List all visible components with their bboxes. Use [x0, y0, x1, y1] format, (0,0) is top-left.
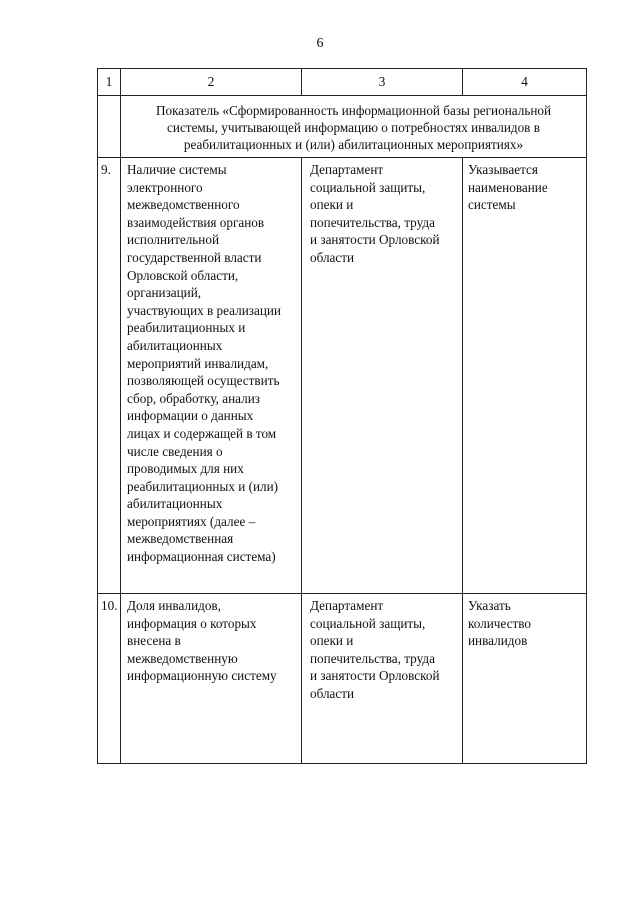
text-line: опеки и — [310, 197, 354, 213]
text-line: проводимых для них — [127, 461, 244, 477]
indicator-name-cell — [121, 158, 302, 594]
text-line: опеки и — [310, 633, 354, 649]
text-line: информационную систему — [127, 668, 277, 684]
header-cell-3: 3 — [302, 69, 463, 96]
text-line: Департамент — [310, 162, 384, 177]
text-line: области — [310, 685, 355, 701]
text-line: мероприятиях (далее – — [127, 513, 256, 529]
table-row — [98, 594, 587, 764]
table-header-row — [98, 69, 587, 96]
indicator-name-cell — [121, 594, 302, 764]
text-line: социальной защиты, — [310, 179, 426, 195]
text-line: Департамент — [310, 598, 384, 613]
text-line: Орловской области, — [127, 267, 239, 283]
text-line: внесена в — [127, 633, 181, 649]
text-line: области — [310, 249, 355, 265]
text-line: попечительства, труда — [310, 650, 435, 666]
text-line: организаций, — [127, 285, 202, 301]
text-line: реабилитационных и — [127, 320, 246, 336]
text-line: позволяющей осуществить — [127, 373, 280, 389]
header-cell-2: 2 — [121, 69, 302, 96]
text-line: и занятости Орловской — [310, 232, 440, 248]
text-line: социальной защиты, — [310, 615, 426, 631]
table-row — [98, 158, 587, 594]
text-line: системы — [468, 197, 516, 213]
text-line: наименование — [468, 179, 548, 195]
text-line: информации о данных — [127, 408, 254, 424]
page-number: 6 — [316, 36, 324, 51]
indicator-line: системы, учитывающей информацию о потребностях инвалидов в — [167, 120, 540, 135]
text-line: информационная система) — [127, 549, 276, 565]
indicator-empty-cell — [98, 96, 121, 158]
text-line: абилитационных — [127, 337, 223, 353]
value-note-cell — [463, 594, 587, 764]
indicator-line: Показатель «Сформированность информационной базы региональной — [155, 103, 552, 118]
text-line: межведомственную — [127, 650, 238, 666]
text-line: сбор, обработку, анализ — [127, 390, 260, 406]
text-line: мероприятий инвалидам, — [127, 355, 269, 371]
text-line: исполнительной — [127, 232, 220, 248]
header-cell-4: 4 — [463, 69, 587, 96]
text-line: взаимодействия органов — [127, 214, 265, 230]
text-line: Указать — [468, 598, 511, 613]
text-line: реабилитационных и (или) — [127, 478, 279, 494]
row-number: 10. — [98, 594, 121, 764]
text-line: абилитационных — [127, 496, 223, 512]
header-cell-1: 1 — [98, 69, 121, 96]
indicator-line: реабилитационных и (или) абилитационных мероприятиях» — [183, 137, 524, 152]
text-line: количество — [468, 615, 531, 631]
text-line: попечительства, труда — [310, 214, 435, 230]
text-line: участвующих в реализации — [127, 302, 281, 318]
text-line: лицах и содержащей в том — [127, 425, 277, 441]
row-number: 9. — [98, 158, 121, 594]
text-line: числе сведения о — [127, 443, 223, 459]
text-line: информация о которых — [127, 615, 257, 631]
text-line: государственной власти — [127, 249, 262, 265]
text-line: электронного — [127, 179, 203, 195]
text-line: межведомственного — [127, 197, 240, 213]
text-line: Доля инвалидов, — [127, 598, 221, 613]
text-line: инвалидов — [468, 633, 528, 649]
text-line: Указывается — [468, 162, 538, 177]
responsible-body-cell — [302, 594, 463, 764]
indicator-heading-row — [98, 96, 587, 158]
value-note-cell — [463, 158, 587, 594]
responsible-body-cell — [302, 158, 463, 594]
indicator-heading — [121, 96, 587, 158]
text-line: Наличие системы — [127, 162, 227, 177]
indicator-table — [97, 68, 587, 764]
text-line: межведомственная — [127, 531, 234, 547]
text-line: и занятости Орловской — [310, 668, 440, 684]
